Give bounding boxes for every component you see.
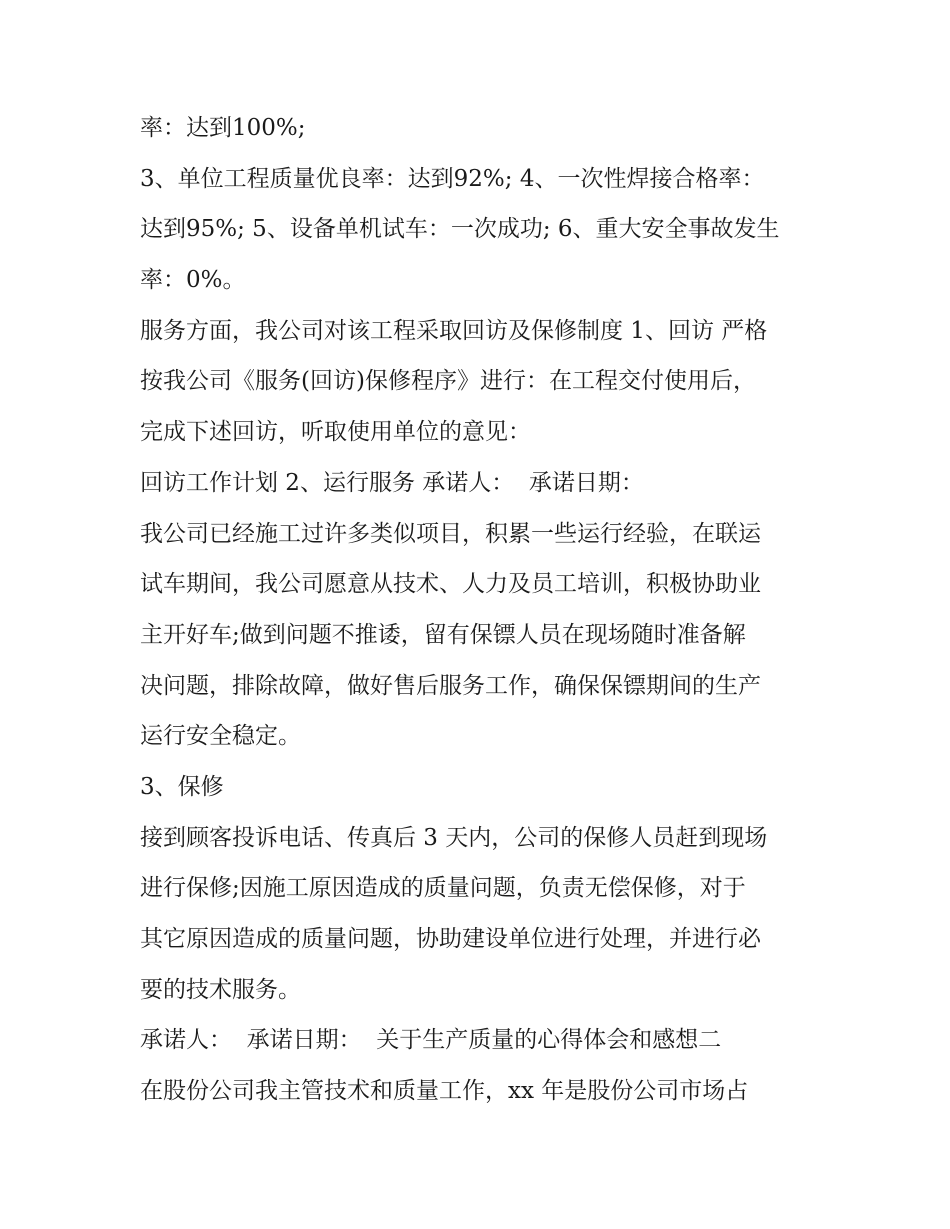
text-line: 主开好车;做到问题不推诿，留有保镖人员在现场随时准备解	[140, 621, 746, 648]
text-line: 服务方面，我公司对该工程采取回访及保修制度 1、回访 严格	[140, 317, 768, 344]
section-heading: 3、保修	[140, 773, 224, 800]
text-line: 接到顾客投诉电话、传真后 3 天内，公司的保修人员赶到现场	[140, 824, 768, 851]
text-line: 运行安全稳定。	[140, 723, 301, 750]
text-line: 承诺人： 承诺日期： 关于生产质量的心得体会和感想二	[140, 1027, 722, 1054]
text-line: 达到95%; 5、设备单机试车：一次成功; 6、重大安全事故发生	[140, 216, 780, 243]
text-line: 率：0%。	[140, 267, 246, 294]
text-line: 按我公司《服务(回访)保修程序》进行：在工程交付使用后，	[140, 368, 756, 395]
text-line: 试车期间，我公司愿意从技术、人力及员工培训，积极协助业	[140, 571, 761, 598]
text-line: 进行保修;因施工原因造成的质量问题，负责无偿保修，对于	[140, 875, 746, 902]
document-body	[140, 103, 830, 1117]
text-line: 完成下述回访，听取使用单位的意见：	[140, 419, 531, 446]
text-line: 率：达到100%;	[140, 115, 306, 141]
text-line: 在股份公司我主管技术和质量工作，xx 年是股份公司市场占	[140, 1078, 749, 1105]
text-line: 3、单位工程质量优良率：达到92%; 4、一次性焊接合格率：	[140, 165, 765, 192]
text-line: 其它原因造成的质量问题，协助建设单位进行处理，并进行必	[140, 926, 761, 952]
text-line: 回访工作计划 2、运行服务 承诺人： 承诺日期：	[140, 469, 644, 496]
text-line: 要的技术服务。	[140, 976, 301, 1003]
text-line: 决问题，排除故障，做好售后服务工作，确保保镖期间的生产	[140, 672, 761, 699]
text-line: 我公司已经施工过许多类似项目，积累一些运行经验，在联运	[140, 520, 761, 547]
